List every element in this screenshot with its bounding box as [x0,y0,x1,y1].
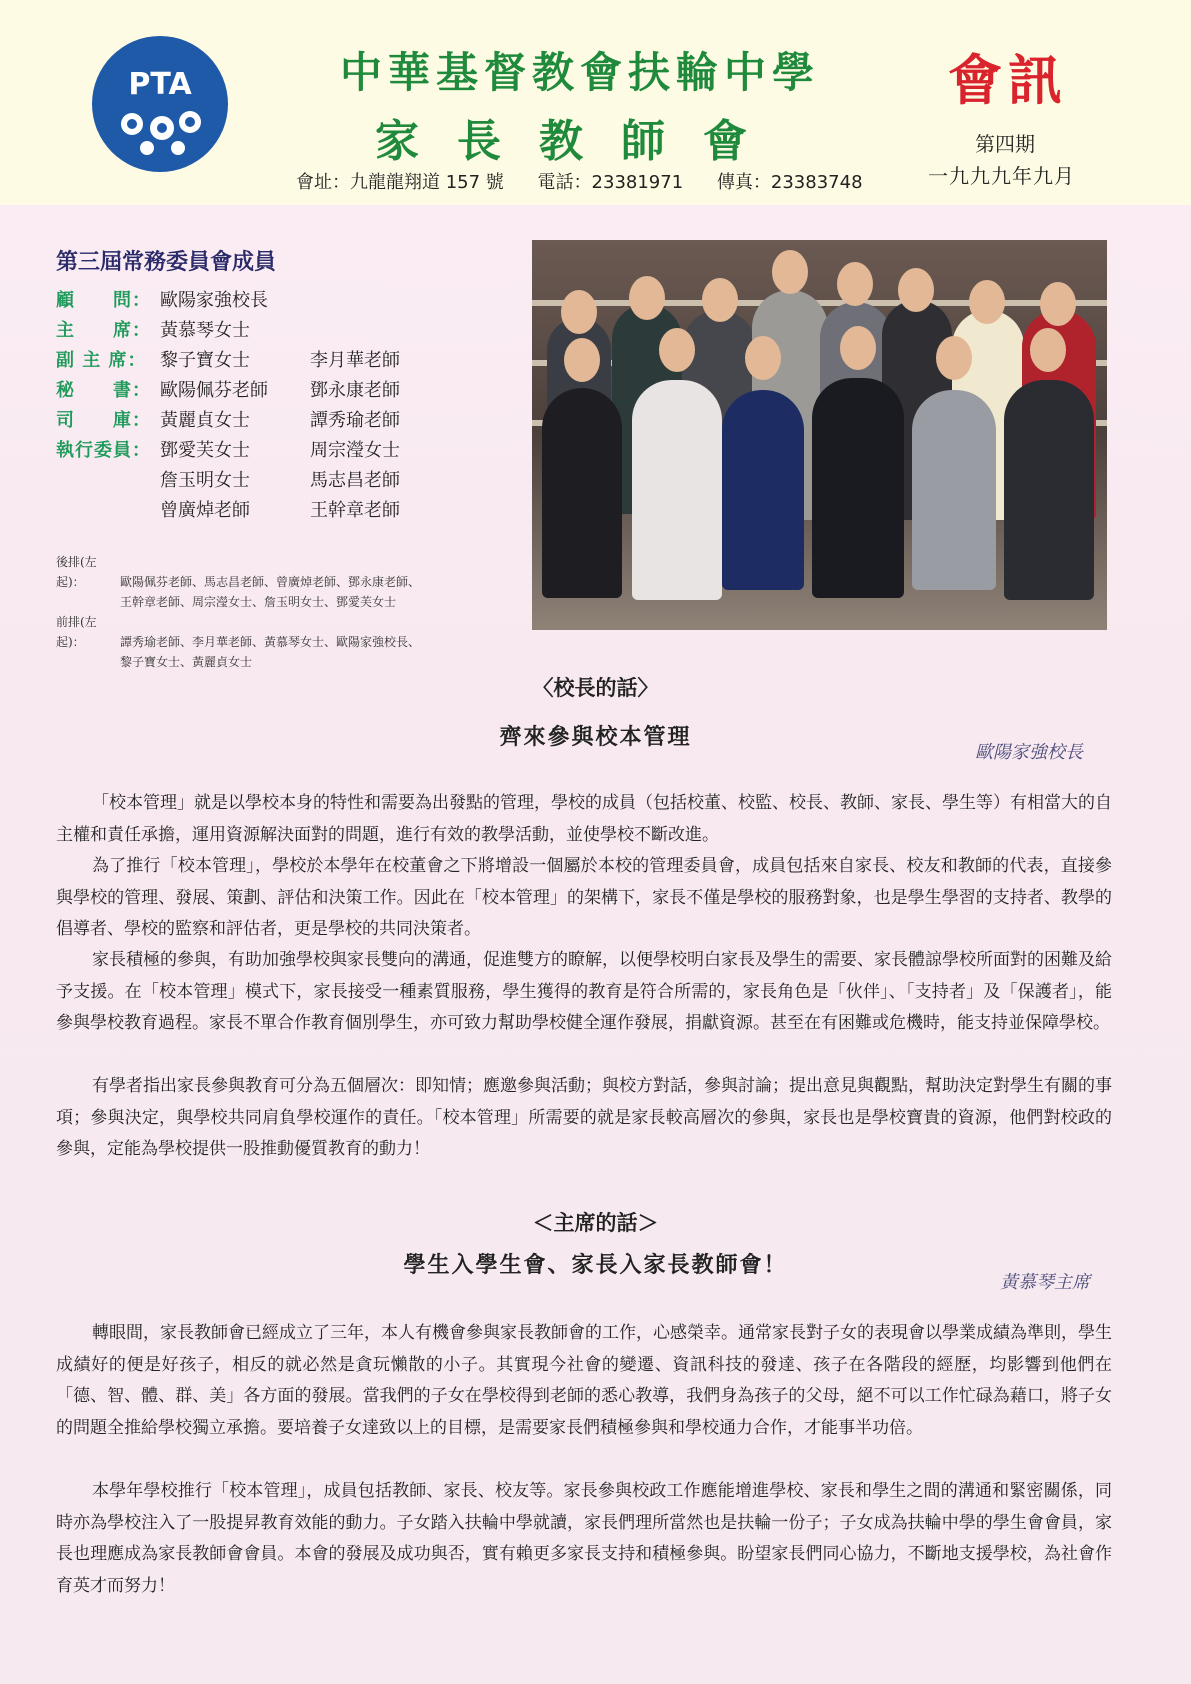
committee-title: 第三屆常務委員會成員 [56,249,277,275]
member-name: 詹玉明女士 [160,470,250,491]
member-name: 黃麗貞女士 [160,410,250,431]
principal-paragraph: 為了推行「校本管理」，學校於本學年在校董會之下將增設一個屬於本校的管理委員會，成員包括來自家長、校友和教師的代表，直接參與學校的管理、發展、策劃、評估和決策工作。因此在「校本管理」的架構下，家長不僅是學校的服務對象，也是學生學習的支持者、教學的倡導者、學校的監察和評估者，更是學校的共同決策者。 [56,856,1112,939]
newsletter-title: 會訊 [948,48,1068,112]
role-label: 主 席： [56,320,151,341]
caption-front-line: 黎子寶女士、黃麗貞女士 [120,655,253,669]
member-name: 曾廣焯老師 [160,500,250,521]
role-label: 副 主 席： [56,350,147,371]
committee-row [56,314,460,344]
committee-row [56,434,460,464]
issue-date: 一九九九年九月 [928,164,1075,188]
photo-caption [56,552,420,672]
chairman-title: 學生入學生會、家長入家長教師會！ [403,1252,788,1278]
member-name: 黎子寶女士 [160,350,250,371]
address: 會址：九龍龍翔道 157 號 [296,172,504,193]
caption-back-line: 歐陽佩芬老師、馬志昌老師、曾廣焯老師、鄧永康老師、 [120,575,421,589]
committee-row [56,374,460,404]
contact-line [296,168,891,194]
pta-name: 家長教師會 [375,116,785,167]
committee-row [56,284,460,314]
role-label: 顧 問： [56,290,151,311]
principal-title: 齊來參與校本管理 [499,724,692,750]
issue-number: 第四期 [975,132,1035,156]
caption-front-line: 譚秀瑜老師、李月華老師、黃慕琴女士、歐陽家強校長、 [120,635,421,649]
member-name: 馬志昌老師 [310,470,400,491]
principal-heading: 〈校長的話〉 [532,675,659,700]
logo-text: PTA [128,67,192,102]
committee-photo [532,240,1107,630]
role-label: 執行委員： [56,440,151,461]
principal-paragraph: 有學者指出家長參與教育可分為五個層次：即知情；應邀參與活動；與校方對話，參與討論；提出意見與觀點，幫助決定對學生有關的事項；參與決定，與學校共同肩負學校運作的責任。「校本管理」所需要的就是家長較高層次的參與，家長也是學校寶貴的資源，他們對校政的參與，定能為學校提供一股推動優質教育的動力！ [56,1076,1112,1159]
caption-back-label: 後排(左起)： [56,555,97,589]
caption-front-label: 前排(左起)： [56,615,97,649]
member-name: 鄧愛芙女士 [160,440,250,461]
committee-row [56,404,460,434]
member-name: 王幹章老師 [310,500,400,521]
member-name: 譚秀瑜老師 [310,410,400,431]
chairman-paragraph: 轉眼間，家長教師會已經成立了三年，本人有機會參與家長教師會的工作，心感榮幸。通常家長對子女的表現會以學業成績為準則，學生成績好的便是好孩子，相反的就必然是貪玩懶散的小子。其實現今社會的變遷、資訊科技的發達、孩子在各階段的經歷，均影響到他們在「德、智、體、群、美」各方面的發展。當我們的子女在學校得到老師的悉心教導，我們身為孩子的父母，絕不可以工作忙碌為藉口，將子女的問題全推給學校獨立承擔。要培養子女達致以上的目標，是需要家長們積極參與和學校通力合作，才能事半功倍。 [56,1323,1112,1438]
chairman-heading: ＜主席的話＞ [532,1210,659,1235]
role-label: 司 庫： [56,410,151,431]
committee-row [56,494,460,524]
member-name: 黃慕琴女士 [160,320,250,341]
member-name: 歐陽佩芬老師 [160,380,268,401]
member-name: 鄧永康老師 [310,380,400,401]
principal-paragraph: 家長積極的參與，有助加強學校與家長雙向的溝通，促進雙方的瞭解，以便學校明白家長及學生的需要、家長體諒學校所面對的困難及給予支援。在「校本管理」模式下，家長接受一種素質服務，學生獲得的教育是符合所需的，家長角色是「伙伴」、「支持者」及「保護者」，能參與學校教育過程。家長不單合作教育個別學生，亦可致力幫助學校健全運作發展，捐獻資源。甚至在有困難或危機時，能支持並保障學校。 [56,950,1112,1033]
committee-row [56,344,460,374]
role-label: 秘 書： [56,380,151,401]
committee-list [56,284,460,524]
member-name: 李月華老師 [310,350,400,371]
masthead [0,0,1191,205]
school-name: 中華基督教會扶輪中學 [339,48,820,97]
pta-logo [92,36,228,172]
member-name: 歐陽家強校長 [160,290,268,311]
chairman-author: 黃慕琴主席 [1000,1272,1090,1293]
principal-author: 歐陽家強校長 [975,742,1083,763]
fax: 傳真：23383748 [716,172,863,193]
member-name: 周宗瀅女士 [310,440,400,461]
principal-paragraph: 「校本管理」就是以學校本身的特性和需要為出發點的管理，學校的成員（包括校董、校監、校長、教師、家長、學生等）有相當大的自主權和責任承擔，運用資源解決面對的問題，進行有效的教學活動，並使學校不斷改進。 [56,793,1112,845]
chairman-paragraph: 本學年學校推行「校本管理」，成員包括教師、家長、校友等。家長參與校政工作應能增進學校、家長和學生之間的溝通和緊密關係，同時亦為學校注入了一股提昇教育效能的動力。子女踏入扶輪中學就讀，家長們理所當然也是扶輪一份子；子女成為扶輪中學的學生會會員，家長也理應成為家長教師會會員。本會的發展及成功與否，實有賴更多家長支持和積極參與。盼望家長們同心協力，不斷地支援學校，為社會作育英才而努力！ [56,1481,1112,1596]
committee-row [56,464,460,494]
caption-back-line: 王幹章老師、周宗瀅女士、詹玉明女士、鄧愛芙女士 [120,595,397,609]
phone: 電話：23381971 [537,172,684,193]
